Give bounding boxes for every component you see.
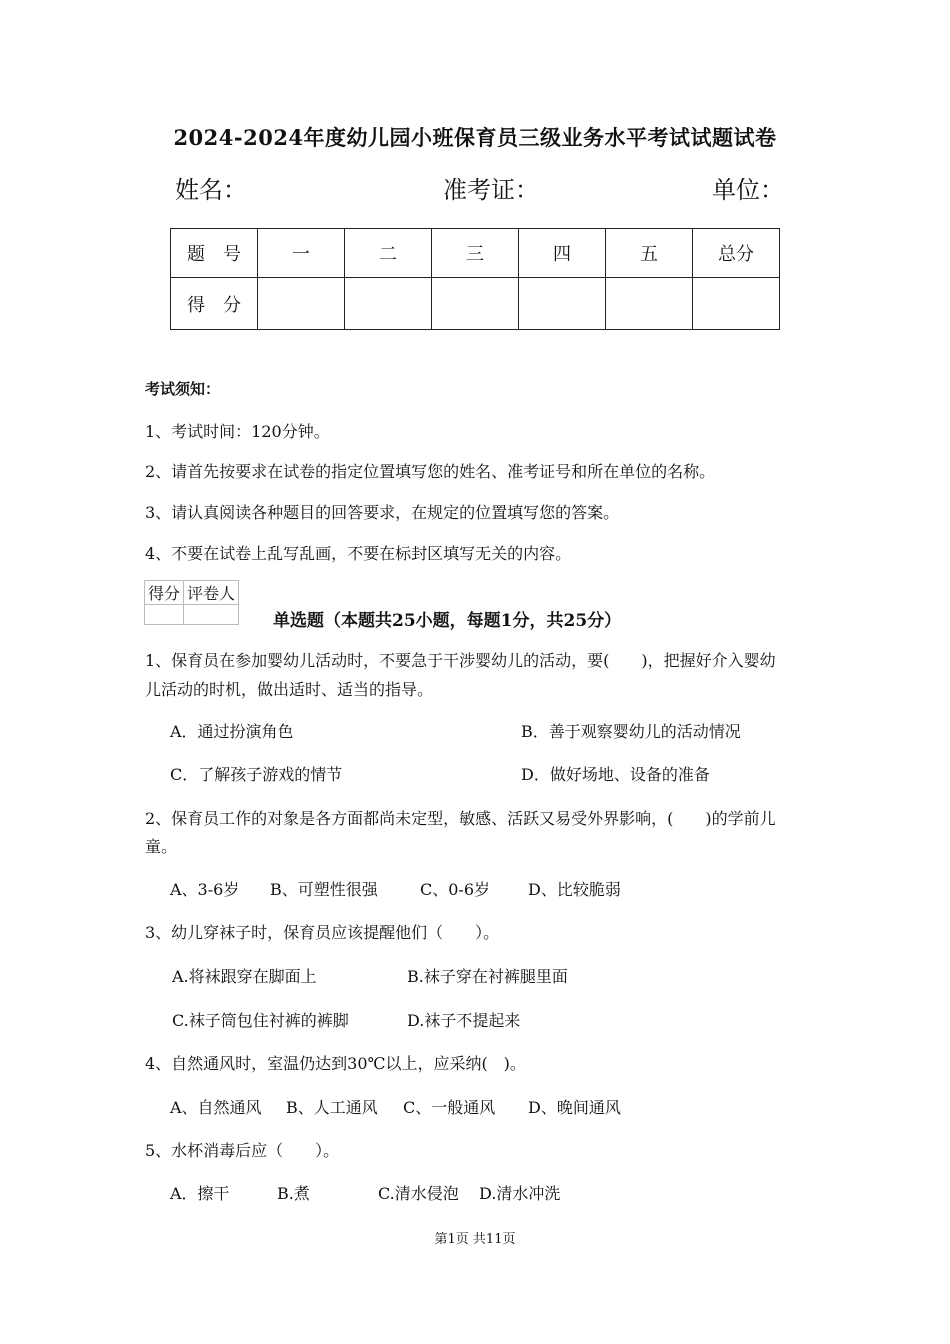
score-table <box>170 228 780 330</box>
grader-box <box>144 580 239 625</box>
notice-item: 4、不要在试卷上乱写乱画，不要在标封区填写无关的内容。 <box>145 544 572 563</box>
option-c[interactable]: C、一般通风 <box>403 1098 496 1117</box>
notice-item: 1、考试时间：120分钟。 <box>145 422 330 441</box>
score-cell[interactable] <box>258 278 345 330</box>
option-b[interactable]: B.袜子穿在衬裤腿里面 <box>407 967 568 986</box>
notice-heading: 考试须知： <box>145 380 221 398</box>
score-cell[interactable] <box>432 278 519 330</box>
option-d[interactable]: D、比较脆弱 <box>528 880 621 899</box>
option-a[interactable]: A．擦干 <box>170 1184 230 1203</box>
section-title: 单选题（本题共25小题，每题1分，共25分） <box>273 611 622 631</box>
page-title: 2024-2024年度幼儿园小班保育员三级业务水平考试试题试卷 <box>173 125 777 150</box>
question-text: 2、保育员工作的对象是各方面都尚未定型，敏感、活跃又易受外界影响，( )的学前儿 <box>145 809 776 828</box>
option-c[interactable]: C、0-6岁 <box>420 880 491 899</box>
score-header-cell: 五 <box>606 229 693 278</box>
score-cell[interactable] <box>606 278 693 330</box>
option-b[interactable]: B．善于观察婴幼儿的活动情况 <box>521 722 741 741</box>
question-text: 1、保育员在参加婴幼儿活动时，不要急于干涉婴幼儿的活动，要( )，把握好介入婴幼 <box>145 651 776 670</box>
option-c[interactable]: C.清水侵泡 <box>378 1184 459 1203</box>
score-header-cell: 三 <box>432 229 519 278</box>
option-d[interactable]: D、晚间通风 <box>528 1098 621 1117</box>
page-footer: 第1页 共11页 <box>434 1232 516 1247</box>
score-header-cell: 一 <box>258 229 345 278</box>
score-header-cell: 二 <box>345 229 432 278</box>
question-text: 4、自然通风时，室温仍达到30℃以上，应采纳( )。 <box>145 1054 526 1073</box>
question-text: 3、幼儿穿袜子时，保育员应该提醒他们（ ）。 <box>145 923 500 942</box>
grader-name-cell[interactable] <box>184 605 239 625</box>
score-table-score-row <box>171 278 780 330</box>
option-a[interactable]: A.将袜跟穿在脚面上 <box>172 967 317 986</box>
exam-id-label: 准考证： <box>443 176 539 204</box>
score-cell[interactable] <box>519 278 606 330</box>
option-b[interactable]: B、可塑性很强 <box>270 880 378 899</box>
option-d[interactable]: D．做好场地、设备的准备 <box>521 765 710 784</box>
score-table-header-row <box>171 229 780 278</box>
unit-label: 单位： <box>712 176 784 204</box>
notice-item: 2、请首先按要求在试卷的指定位置填写您的姓名、准考证号和所在单位的名称。 <box>145 462 716 481</box>
option-d[interactable]: D.袜子不提起来 <box>407 1011 521 1030</box>
grader-score-label: 得分 <box>145 581 184 605</box>
question-text: 5、水杯消毒后应（ ）。 <box>145 1141 340 1160</box>
option-c[interactable]: C.袜子筒包住衬裤的裤脚 <box>172 1011 349 1030</box>
question-text: 童。 <box>145 837 178 856</box>
notice-item: 3、请认真阅读各种题目的回答要求，在规定的位置填写您的答案。 <box>145 503 620 522</box>
name-label: 姓名： <box>175 176 247 204</box>
option-a[interactable]: A．通过扮演角色 <box>170 722 294 741</box>
option-b[interactable]: B、人工通风 <box>286 1098 378 1117</box>
score-row-label: 得 分 <box>171 278 258 330</box>
option-b[interactable]: B.煮 <box>277 1184 310 1203</box>
grader-name-label: 评卷人 <box>184 581 239 605</box>
score-header-cell: 题 号 <box>171 229 258 278</box>
score-cell[interactable] <box>345 278 432 330</box>
score-cell[interactable] <box>693 278 780 330</box>
score-header-cell: 四 <box>519 229 606 278</box>
score-header-cell: 总分 <box>693 229 780 278</box>
option-d[interactable]: D.清水冲洗 <box>479 1184 561 1203</box>
grader-score-cell[interactable] <box>145 605 184 625</box>
option-a[interactable]: A、3-6岁 <box>170 880 240 899</box>
question-text: 儿活动的时机，做出适时、适当的指导。 <box>145 680 434 699</box>
option-c[interactable]: C．了解孩子游戏的情节 <box>170 765 343 784</box>
option-a[interactable]: A、自然通风 <box>170 1098 262 1117</box>
